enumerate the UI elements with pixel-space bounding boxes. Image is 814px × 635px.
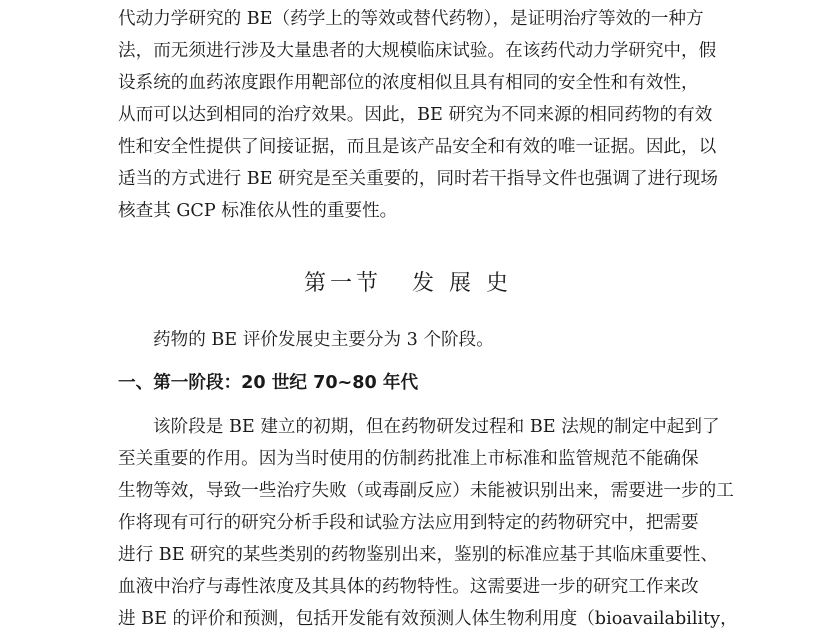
text-line: 设系统的血药浓度跟作用靶部位的浓度相似且具有相同的安全性和有效性， — [118, 73, 699, 93]
text-line: 该阶段是 BE 建立的初期，但在药物研发过程和 BE 法规的制定中起到了 — [153, 417, 720, 437]
text-line: 药物的 BE 评价发展史主要分为 3 个阶段。 — [153, 330, 494, 350]
text-line: 生物等效，导致一些治疗失败（或毒副反应）未能被识别出来，需要进一步的工 — [118, 481, 734, 501]
paragraph-stage-one — [118, 411, 738, 635]
text-line: 核查其 GCP 标准依从性的重要性。 — [118, 201, 398, 221]
text-line: 进 BE 的评价和预测，包括开发能有效预测人体生物利用度（bioavailability， — [118, 609, 738, 629]
text-line: 从而可以达到相同的治疗效果。因此，BE 研究为不同来源的相同药物的有效 — [118, 105, 713, 125]
section-title — [118, 266, 698, 302]
paragraph-intro — [118, 324, 698, 356]
subheading-stage-one: 一、第一阶段：20 世纪 70~80 年代 — [118, 373, 419, 393]
text-line: 代动力学研究的 BE（药学上的等效或替代药物），是证明治疗等效的一种方 — [118, 9, 704, 29]
text-line: 血液中治疗与毒性浓度及其具体的药物特性。这需要进一步的研究工作来改 — [118, 577, 699, 597]
paragraph-be-importance — [118, 3, 718, 227]
text-line: 性和安全性提供了间接证据，而且是该产品安全和有效的唯一证据。因此，以 — [118, 137, 717, 157]
text-line: 适当的方式进行 BE 研究是至关重要的，同时若干指导文件也强调了进行现场 — [118, 169, 718, 189]
section-name: 发 展 史 — [412, 271, 512, 296]
text-line: 法，而无须进行涉及大量患者的大规模临床试验。在该药代动力学研究中，假 — [118, 41, 717, 61]
text-line: 进行 BE 研究的某些类别的药物鉴别出来，鉴别的标准应基于其临床重要性、 — [118, 545, 718, 565]
section-number: 第一节 — [303, 271, 382, 296]
text-line: 作将现有可行的研究分析手段和试验方法应用到特定的药物研究中，把需要 — [118, 513, 699, 533]
text-line: 至关重要的作用。因为当时使用的仿制药批准上市标准和监管规范不能确保 — [118, 449, 699, 469]
